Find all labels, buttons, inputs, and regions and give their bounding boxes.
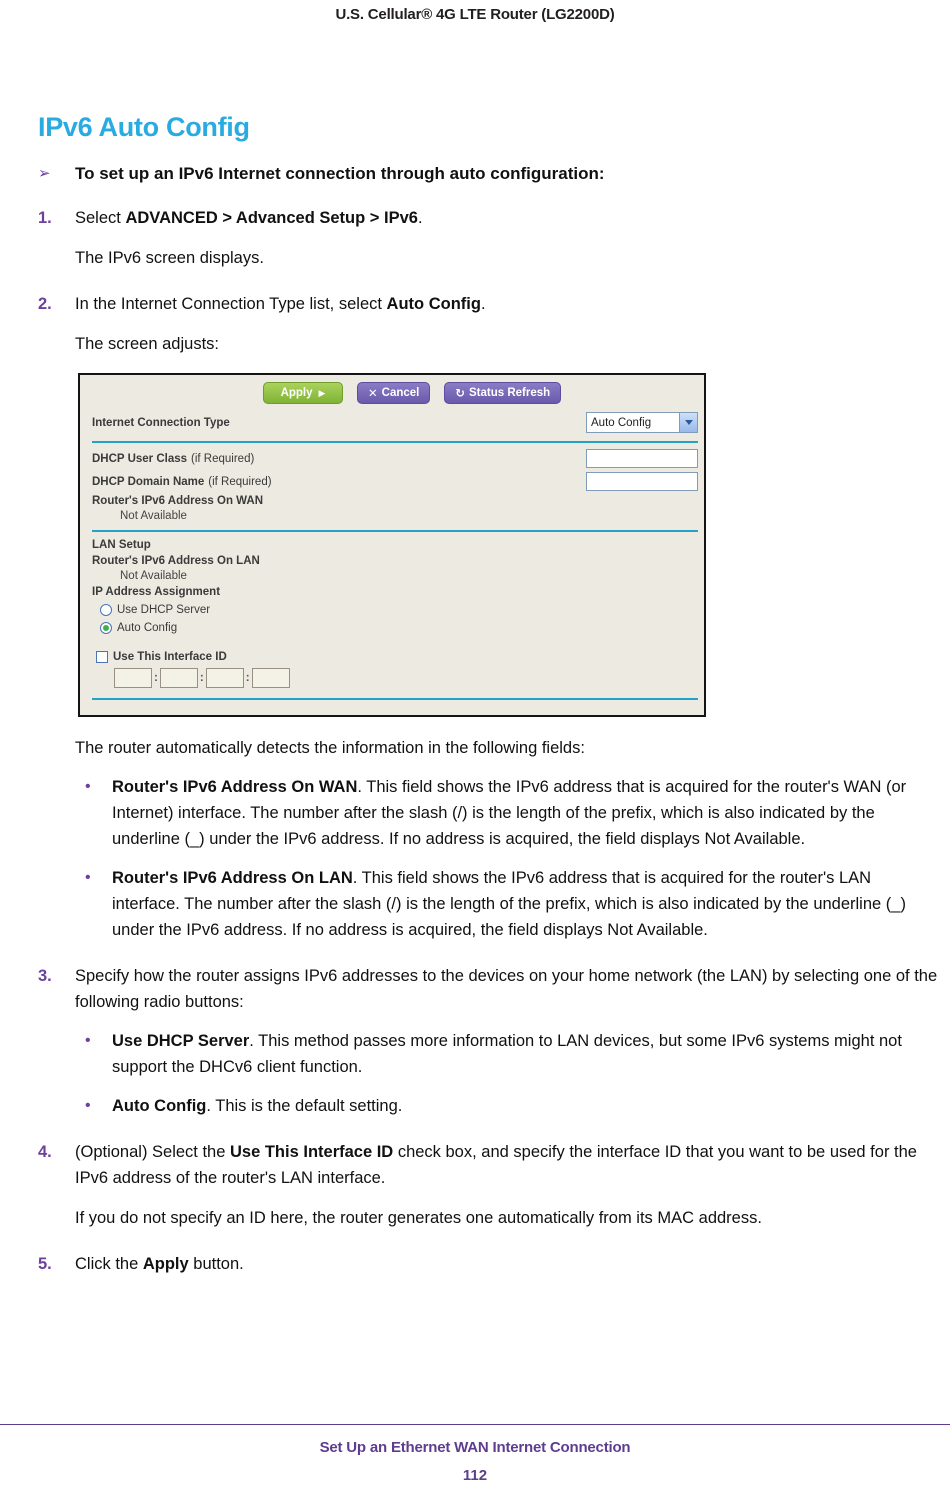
interface-id-separator: : [199,672,204,684]
document-header-title: U.S. Cellular® 4G LTE Router (LG2200D) [335,6,615,23]
bullet-use-dhcp-text [112,1028,942,1080]
bullet-use-dhcp-desc: . This method passes more information to LAN devices, but some IPv6 systems might not support the DHCv6 client function. [112,1032,902,1076]
fields-intro: The router automatically detects the information in the following fields: [75,739,585,757]
auto-config-label: Auto Config [117,622,178,634]
step-1-number: 1. [38,209,52,227]
cancel-x-icon: ✕ [368,388,378,400]
status-refresh-button[interactable] [444,382,561,404]
apply-arrow-icon: ▶ [318,387,326,398]
document-footer [0,1424,950,1484]
radio-row-dhcp [100,604,704,616]
lan-setup-heading: LAN Setup [92,539,151,551]
bullet-lan-address [85,865,942,943]
step-2-text: In the Internet Connection Type list, select [75,295,387,313]
bullet-use-dhcp-term: Use DHCP Server [112,1032,250,1050]
interface-id-segment-4[interactable] [252,668,290,688]
step-4-text: (Optional) Select the [75,1143,230,1161]
bullet-auto-config [85,1093,942,1119]
wan-address-label: Router's IPv6 Address On WAN [92,495,264,507]
step-4 [38,1139,942,1231]
bullet-wan-term: Router's IPv6 Address On WAN [112,778,358,796]
footer-divider [0,1424,950,1425]
bullet-wan-address [85,774,942,852]
bullet-use-dhcp [85,1028,942,1080]
bullet-wan-text [112,774,942,852]
use-dhcp-server-label: Use DHCP Server [117,604,211,616]
dhcp-user-class-note: (if Required) [191,452,255,465]
status-refresh-label: Status Refresh [469,387,551,399]
divider [92,530,698,532]
step-5-number: 5. [38,1255,52,1273]
step-1-menu-path: ADVANCED > Advanced Setup > IPv6 [125,209,418,227]
lan-address-label: Router's IPv6 Address On LAN [92,555,260,567]
apply-button[interactable] [263,382,343,404]
dhcp-domain-name-input[interactable] [586,472,698,491]
step-5 [38,1251,942,1277]
procedure-arrow-icon: ➢ [38,165,51,182]
step-1-body [75,205,942,271]
dhcp-user-class-input[interactable] [586,449,698,468]
use-interface-id-checkbox[interactable] [96,651,108,663]
connection-type-dropdown[interactable] [586,412,698,433]
step-3-number: 3. [38,967,52,985]
radio-row-autoconfig [100,622,704,634]
step-2 [38,291,942,943]
bullet-auto-config-text [112,1093,942,1119]
step-3-text: Specify how the router assigns IPv6 addresses to the devices on your home network (the LAN) by selecting one of the following radio buttons: [75,967,938,1011]
step-4-number: 4. [38,1143,52,1161]
bullet-icon: • [85,1097,91,1114]
step-2-body [75,291,942,943]
footer-page-number: 112 [462,1467,488,1484]
page-title: IPv6 Auto Config [38,112,250,142]
step-4-checkbox-name: Use This Interface ID [230,1143,394,1161]
step-1-text-end: . [417,209,423,227]
bullet-auto-config-term: Auto Config [112,1097,207,1115]
step-5-text-end: button. [188,1255,244,1273]
interface-id-inputs [114,668,704,688]
dropdown-arrow-icon[interactable] [679,413,697,432]
step-2-text-end: . [480,295,486,313]
auto-config-radio[interactable] [100,622,112,634]
router-config-screenshot [78,373,706,717]
divider [92,441,698,443]
lan-address-value: Not Available [120,570,187,582]
procedure-goal-text: To set up an IPv6 Internet connection through auto configuration: [75,164,605,183]
use-interface-id-label: Use This Interface ID [113,651,227,663]
wan-address-value: Not Available [120,510,187,522]
dhcp-user-class-row [92,449,698,468]
dhcp-domain-name-row [92,472,698,491]
apply-button-label: Apply [280,387,313,399]
bullet-icon: • [85,1032,91,1049]
dhcp-user-class-label: DHCP User Class [92,452,188,465]
step-5-body [75,1251,942,1277]
interface-id-segment-1[interactable] [114,668,152,688]
interface-id-segment-3[interactable] [206,668,244,688]
dhcp-domain-name-note: (if Required) [208,475,272,488]
bullet-lan-term: Router's IPv6 Address On LAN [112,869,353,887]
bullet-icon: • [85,778,91,795]
connection-type-value: Auto Config [591,416,652,429]
bullet-lan-desc: . This field shows the IPv6 address that is acquired for the router's LAN interface. The number after the slash (/) is the length of the prefix, which is also indicated by the underline (_) under the IPv6 address. If no address is acquired, the field displays Not Available. [112,869,906,939]
step-4-body [75,1139,942,1231]
step-5-button-name: Apply [142,1255,189,1273]
step-1 [38,205,942,271]
bullet-wan-desc: . This field shows the IPv6 address that is acquired for the router's WAN (or Internet) interface. The number after the slash (/) is the length of the prefix, which is also indicated by the underline (_) under the IPv6 address. If no address is acquired, the field displays Not Available. [112,778,907,848]
step-2-detail: The screen adjusts: [75,335,219,353]
use-dhcp-server-radio[interactable] [100,604,112,616]
interface-id-separator: : [245,672,250,684]
step-5-text: Click the [75,1255,143,1273]
bullet-auto-config-desc: . This is the default setting. [206,1097,403,1115]
page-content [38,112,942,1277]
bullet-icon: • [85,869,91,886]
step-4-detail: If you do not specify an ID here, the router generates one automatically from its MAC address. [75,1209,762,1227]
router-toolbar [263,382,704,404]
step-2-option: Auto Config [386,295,481,313]
interface-id-separator: : [154,672,158,684]
cancel-button[interactable] [357,382,430,404]
connection-type-row [92,412,698,433]
divider [92,698,698,700]
ip-assignment-label: IP Address Assignment [92,586,221,598]
refresh-icon: ↻ [455,388,465,400]
step-2-number: 2. [38,295,52,313]
step-3-body [75,963,942,1119]
interface-id-check-row [96,651,704,663]
footer-section-title: Set Up an Ethernet WAN Internet Connection [319,1439,631,1456]
step-1-text: Select [75,209,126,227]
step-1-detail: The IPv6 screen displays. [75,249,264,267]
dhcp-domain-name-label: DHCP Domain Name [92,475,205,488]
procedure-intro [38,163,942,185]
cancel-button-label: Cancel [381,387,420,399]
bullet-lan-text [112,865,942,943]
step-3 [38,963,942,1119]
connection-type-label: Internet Connection Type [92,416,230,429]
interface-id-segment-2[interactable] [160,668,198,688]
step-4-text-end: check box, and specify the interface ID that you want to be used for the IPv6 address of the router's LAN interface. [75,1143,917,1187]
